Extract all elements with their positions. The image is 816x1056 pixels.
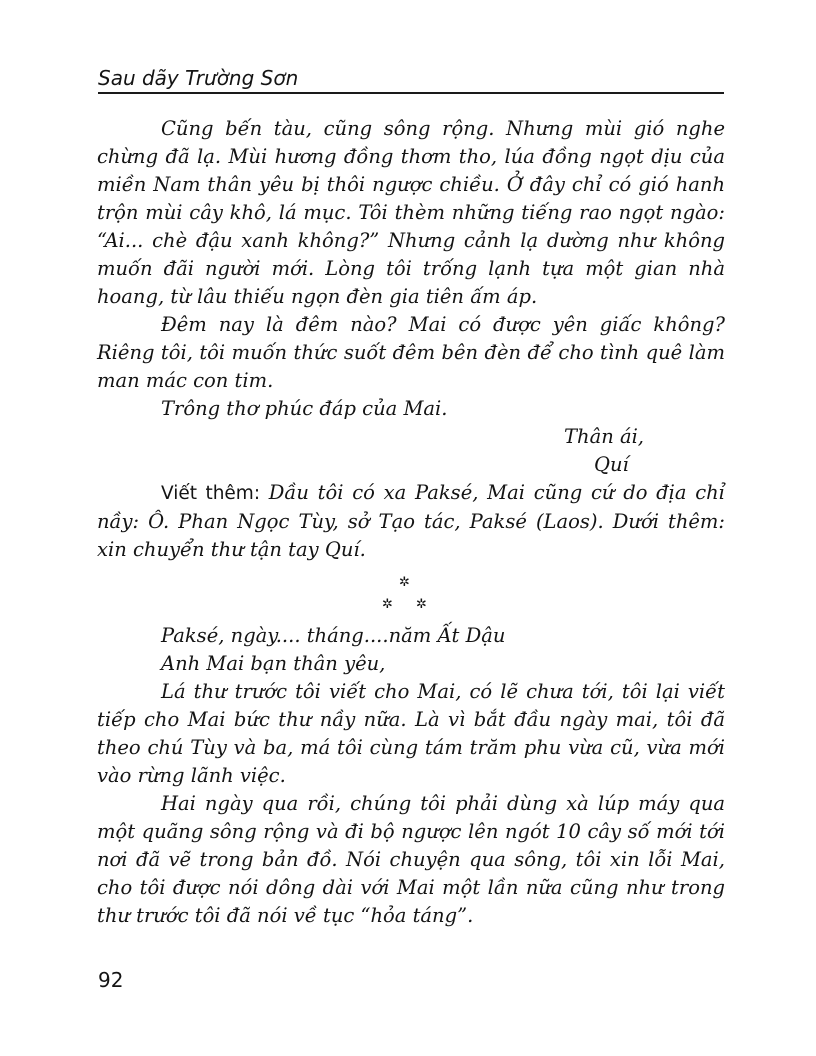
separator-star-icon: ✲ [382, 597, 393, 612]
letter-salutation: Anh Mai bạn thân yêu, [161, 652, 386, 675]
paragraph-2: Đêm nay là đêm nào? Mai có được yên giấc không? Riêng tôi, tôi muốn thức suốt đêm bên đèn để cho tình quê làm man mác con tim. [97, 313, 725, 392]
book-title: Sau dãy Trường Sơn [98, 66, 299, 90]
letter-signature: Quí [594, 453, 629, 476]
paragraph-1: Cũng bến tàu, cũng sông rộng. Nhưng mùi gió nghe chừng đã lạ. Mùi hương đồng thơm tho, lúa đồng ngọt dịu của miền Nam thân yêu bị thôi ngược chiều. Ở đây chỉ có gió hanh trộn mùi cây khô, lá mục. Tôi thèm những tiếng rao ngọt ngào: “Ai... chè đậu xanh không?” Nhưng cảnh lạ dường như không muốn đãi người mới. Lòng tôi trống lạnh tựa một gian nhà hoang, từ lâu thiếu ngọn đèn gia tiên ấm áp. [97, 117, 725, 308]
page-number: 92 [98, 968, 124, 992]
letter-closing: Thân ái, [564, 425, 645, 448]
separator-star-icon: ✲ [399, 575, 410, 590]
section-separator [97, 564, 725, 622]
postscript-text: Dầu tôi có xa Paksé, Mai cũng cứ do địa chỉ nầy: Ô. Phan Ngọc Tùy, sở Tạo tác, Paksé (Laos). Dưới thêm: xin chuyển thư tận tay Quí. [97, 481, 725, 561]
letter-dateline: Paksé, ngày.... tháng....năm Ất Dậu [161, 624, 506, 647]
paragraph-3: Trông thơ phúc đáp của Mai. [161, 397, 448, 420]
postscript [97, 479, 725, 564]
postscript-label: Viết thêm: [161, 483, 261, 504]
page-body [97, 115, 725, 930]
separator-star-icon: ✲ [416, 597, 427, 612]
running-header [98, 62, 724, 94]
paragraph-5: Hai ngày qua rồi, chúng tôi phải dùng xà lúp máy qua một quãng sông rộng và đi bộ ngược lên ngót 10 cây số mới tới nơi đã vẽ trong bản đồ. Nói chuyện qua sông, tôi xin lỗi Mai, cho tôi được nói dông dài với Mai một lần nữa cũng như trong thư trước tôi đã nói về tục “hỏa táng”. [97, 792, 725, 927]
paragraph-4: Lá thư trước tôi viết cho Mai, có lẽ chưa tới, tôi lại viết tiếp cho Mai bức thư nầy nữa. Là vì bắt đầu ngày mai, tôi đã theo chú Tùy và ba, má tôi cùng tám trăm phu vừa cũ, vừa mới vào rừng lãnh việc. [97, 680, 725, 787]
